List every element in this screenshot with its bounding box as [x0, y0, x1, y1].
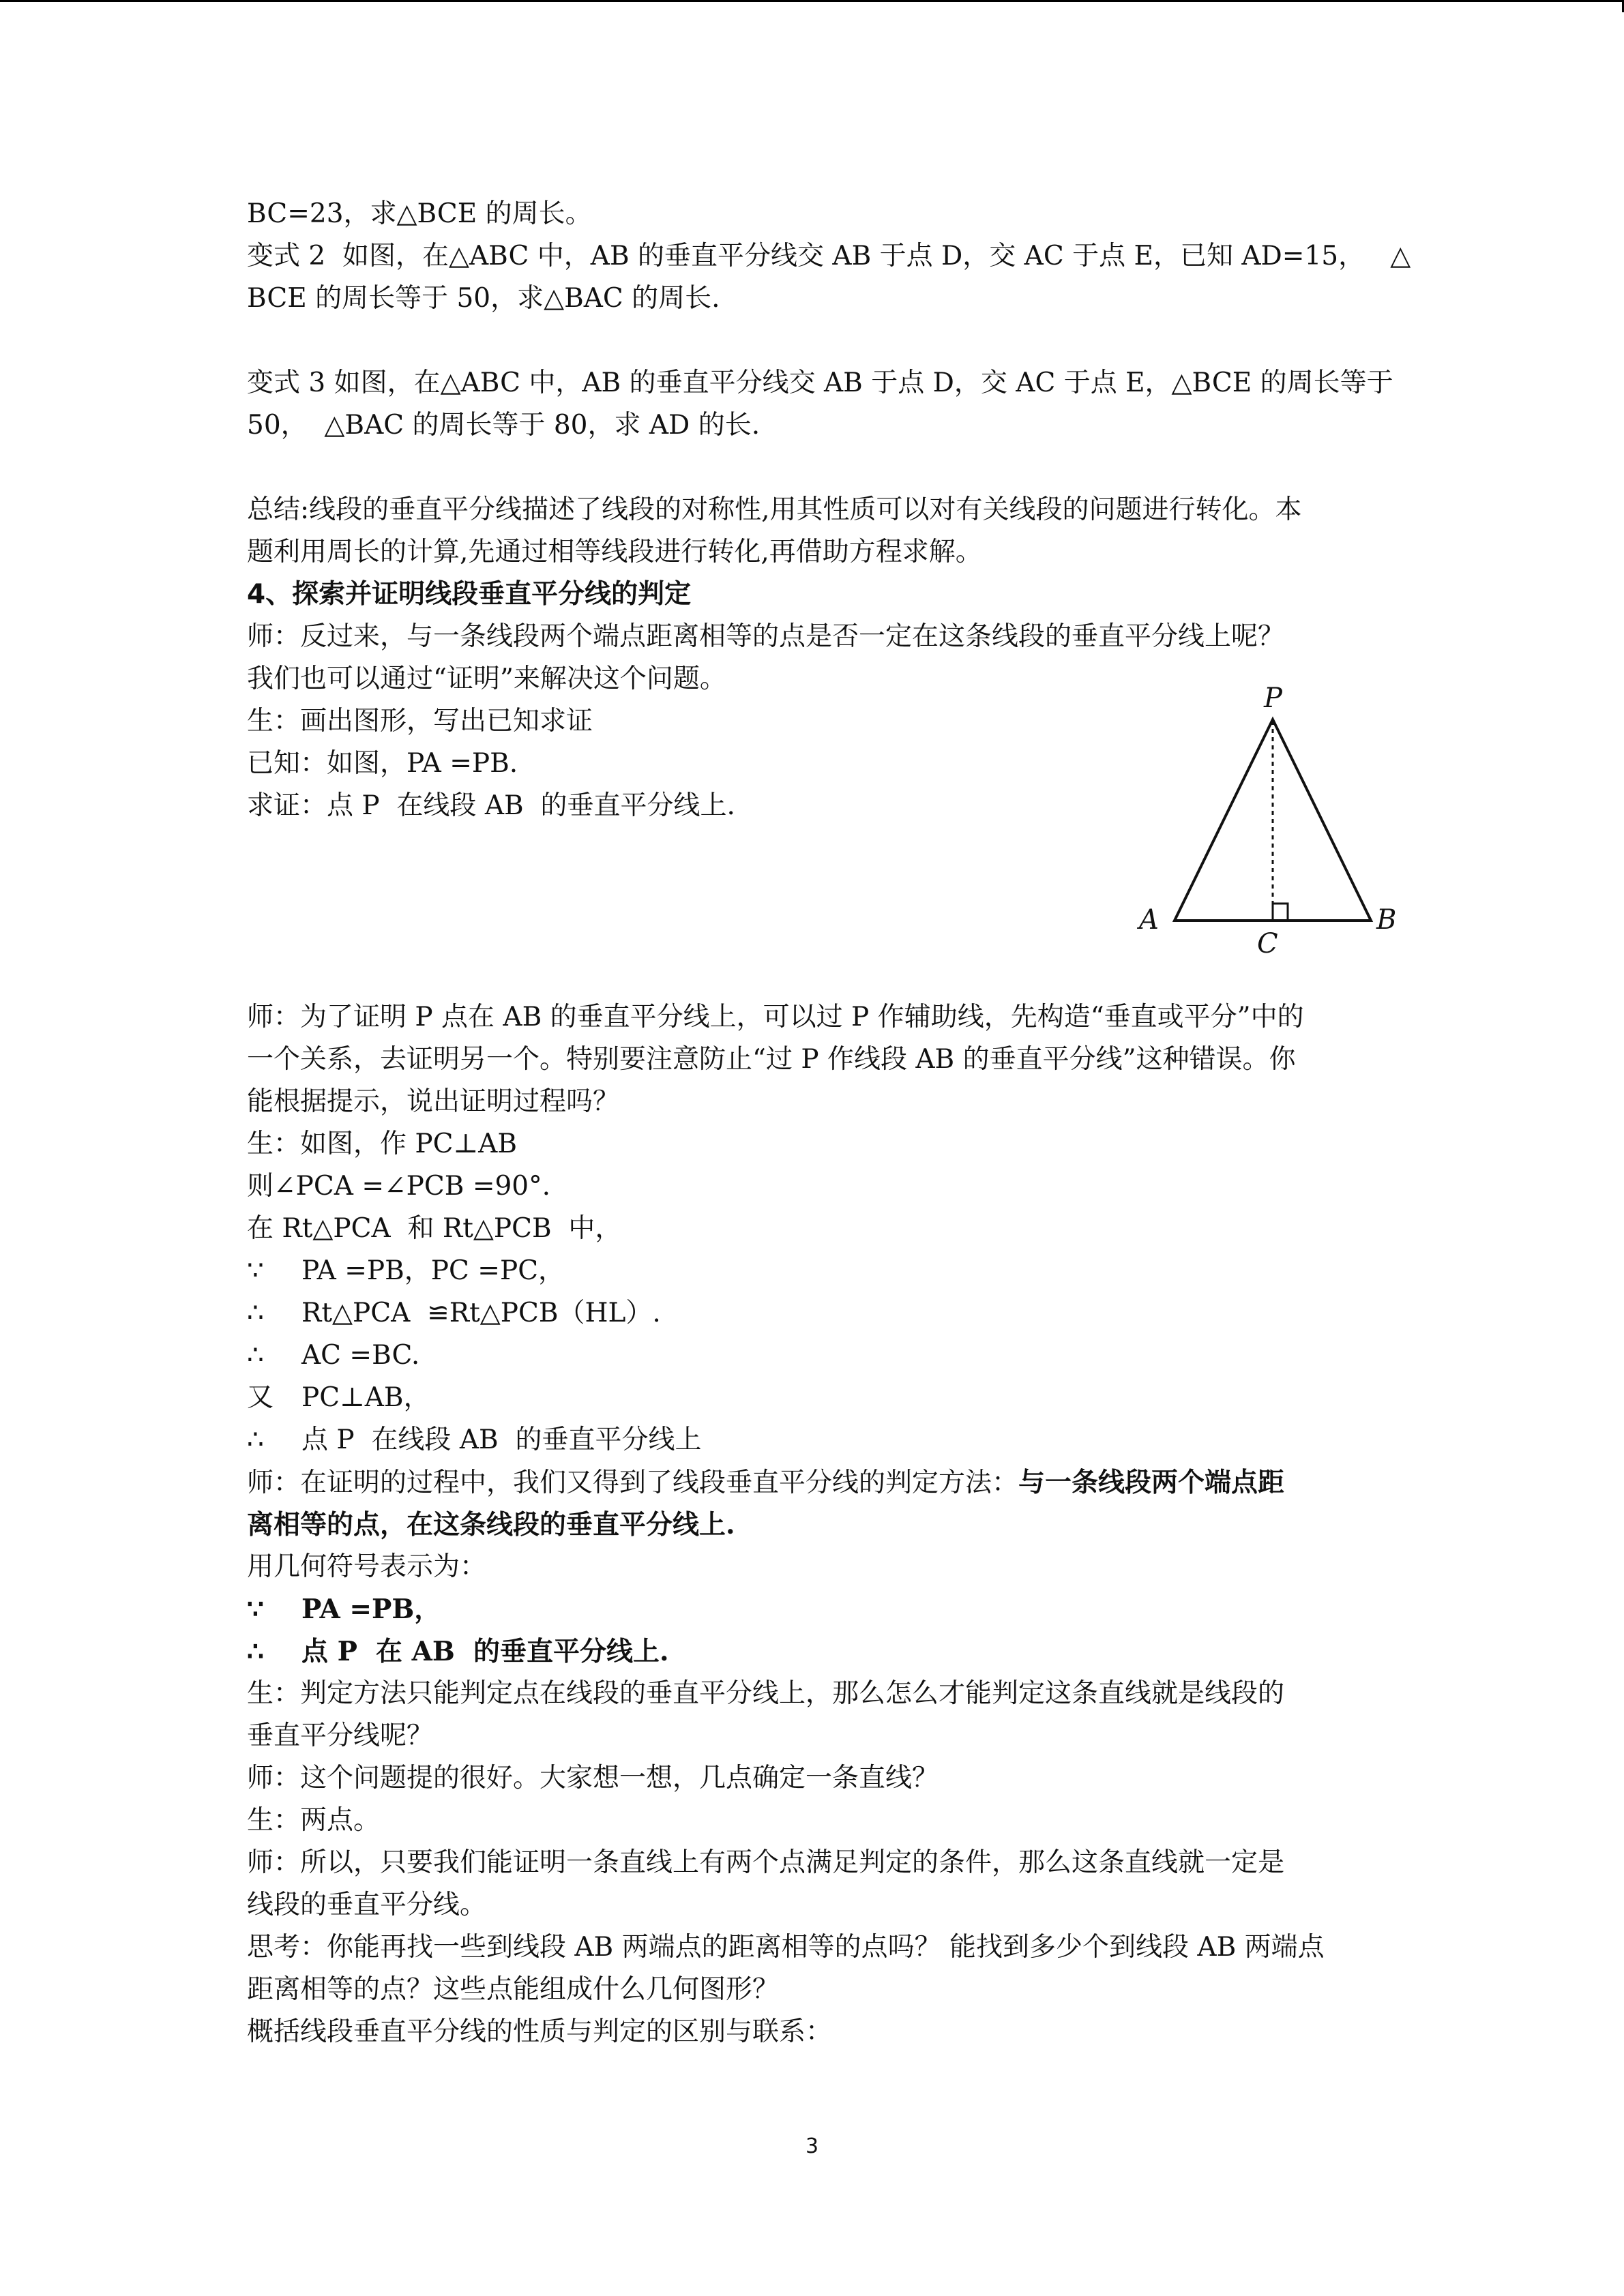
- therefore-symbol: ∴: [247, 1425, 264, 1455]
- text-line: 已知：如图，PA =PB.: [247, 748, 518, 779]
- text-line: 师：为了证明 P 点在 AB 的垂直平分线上，可以过 P 作辅助线，先构造“垂直或平分”中的: [247, 1002, 1304, 1032]
- text-line: 生：两点。: [247, 1805, 381, 1836]
- text-line: 50， △BAC 的周长等于 80，求 AD 的长.: [247, 410, 761, 441]
- proof-text: 点 P 在 AB 的垂直平分线上.: [301, 1636, 669, 1667]
- text-line: 在 Rt△PCA 和 Rt△PCB 中，: [247, 1213, 622, 1244]
- text-line: 师：所以，只要我们能证明一条直线上有两个点满足判定的条件，那么这条直线就一定是: [247, 1847, 1285, 1878]
- proof-step: [247, 1377, 1379, 1419]
- text-line: 求证：点 P 在线段 AB 的垂直平分线上.: [247, 790, 735, 821]
- proof-step: [247, 1419, 1379, 1461]
- proof-text: AC =BC.: [301, 1340, 420, 1371]
- triangle-diagram: [1125, 679, 1419, 965]
- top-border: [0, 0, 1624, 2]
- text-line: 生：如图，作 PC⊥AB: [247, 1129, 517, 1159]
- because-symbol: ∵: [247, 1594, 264, 1625]
- text-line: 变式 2 如图，在△ABC 中，AB 的垂直平分线交 AB 于点 D，交 AC 于点 E，已知 AD=15， △: [247, 241, 1411, 271]
- text-line: 思考：你能再找一些到线段 AB 两端点的距离相等的点吗？ 能找到多少个到线段 AB 两端点: [247, 1932, 1325, 1963]
- proof-step: [247, 1250, 1379, 1292]
- text-line: 总结:线段的垂直平分线描述了线段的对称性,用其性质可以对有关线段的问题进行转化。本: [247, 494, 1302, 525]
- text-line: 师：这个问题提的很好。大家想一想，几点确定一条直线？: [247, 1763, 939, 1793]
- proof-step: [247, 1588, 1379, 1630]
- spacer: [247, 320, 1379, 362]
- text-line: [247, 1461, 1379, 1504]
- spacer: [247, 447, 1379, 489]
- label-a: A: [1139, 904, 1159, 936]
- right-angle-mark: [1273, 904, 1288, 921]
- proof-step: [247, 1292, 1379, 1335]
- text-line: BC=23，求△BCE 的周长。: [247, 198, 592, 229]
- text-line: 变式 3 如图，在△ABC 中，AB 的垂直平分线交 AB 于点 D，交 AC 于点 E，△BCE 的周长等于: [247, 368, 1393, 398]
- label-c: C: [1257, 928, 1278, 959]
- therefore-symbol: ∴: [247, 1298, 264, 1328]
- text-line: 师：反过来，与一条线段两个端点距离相等的点是否一定在这条线段的垂直平分线上呢？: [247, 621, 1285, 652]
- also-symbol: 又: [247, 1382, 274, 1413]
- text-line: 概括线段垂直平分线的性质与判定的区别与联系：: [247, 2016, 833, 2047]
- text-line: 生：判定方法只能判定点在线段的垂直平分线上，那么怎么才能判定这条直线就是线段的: [247, 1678, 1285, 1709]
- text-line: BCE 的周长等于 50，求△BAC 的周长.: [247, 283, 720, 314]
- text-line: 则∠PCA =∠PCB =90°.: [247, 1171, 551, 1202]
- text-line: 能根据提示，说出证明过程吗？: [247, 1086, 620, 1117]
- proof-step: [247, 1630, 1379, 1673]
- proof-text: PC⊥AB，: [301, 1382, 430, 1413]
- page-number: 3: [805, 2134, 819, 2158]
- section-heading: 4、探索并证明线段垂直平分线的判定: [247, 579, 692, 610]
- document-body: [247, 193, 1411, 2053]
- text-span: 师：在证明的过程中，我们又得到了线段垂直平分线的判定方法：: [247, 1467, 1019, 1498]
- proof-text: PA =PB，PC =PC，: [301, 1255, 565, 1286]
- text-line: 一个关系，去证明另一个。特别要注意防止“过 P 作线段 AB 的垂直平分线”这种错误。你: [247, 1044, 1296, 1075]
- therefore-symbol: ∴: [247, 1340, 264, 1371]
- text-line: 用几何符号表示为：: [247, 1551, 487, 1582]
- proof-text: Rt△PCA ≌Rt△PCB（HL）.: [301, 1298, 661, 1328]
- text-line: 题利用周长的计算,先通过相等线段进行转化,再借助方程求解。: [247, 537, 982, 567]
- label-b: B: [1376, 904, 1397, 936]
- proof-text: 点 P 在线段 AB 的垂直平分线上: [301, 1425, 702, 1455]
- text-line: 距离相等的点？这些点能组成什么几何图形？: [247, 1974, 780, 2005]
- proof-step: [247, 1335, 1379, 1377]
- text-line: 垂直平分线呢？: [247, 1720, 434, 1751]
- therefore-symbol: ∴: [247, 1636, 264, 1667]
- label-p: P: [1264, 683, 1282, 714]
- bold-theorem-text: 离相等的点，在这条线段的垂直平分线上.: [247, 1509, 735, 1540]
- text-line: 线段的垂直平分线。: [247, 1890, 487, 1920]
- proof-text: PA =PB，: [301, 1594, 441, 1625]
- text-line: 生：画出图形，写出已知求证: [247, 706, 593, 736]
- text-line: 我们也可以通过“证明”来解决这个问题。: [247, 664, 726, 694]
- because-symbol: ∵: [247, 1255, 264, 1286]
- bold-theorem-text: 与一条线段两个端点距: [1018, 1467, 1285, 1498]
